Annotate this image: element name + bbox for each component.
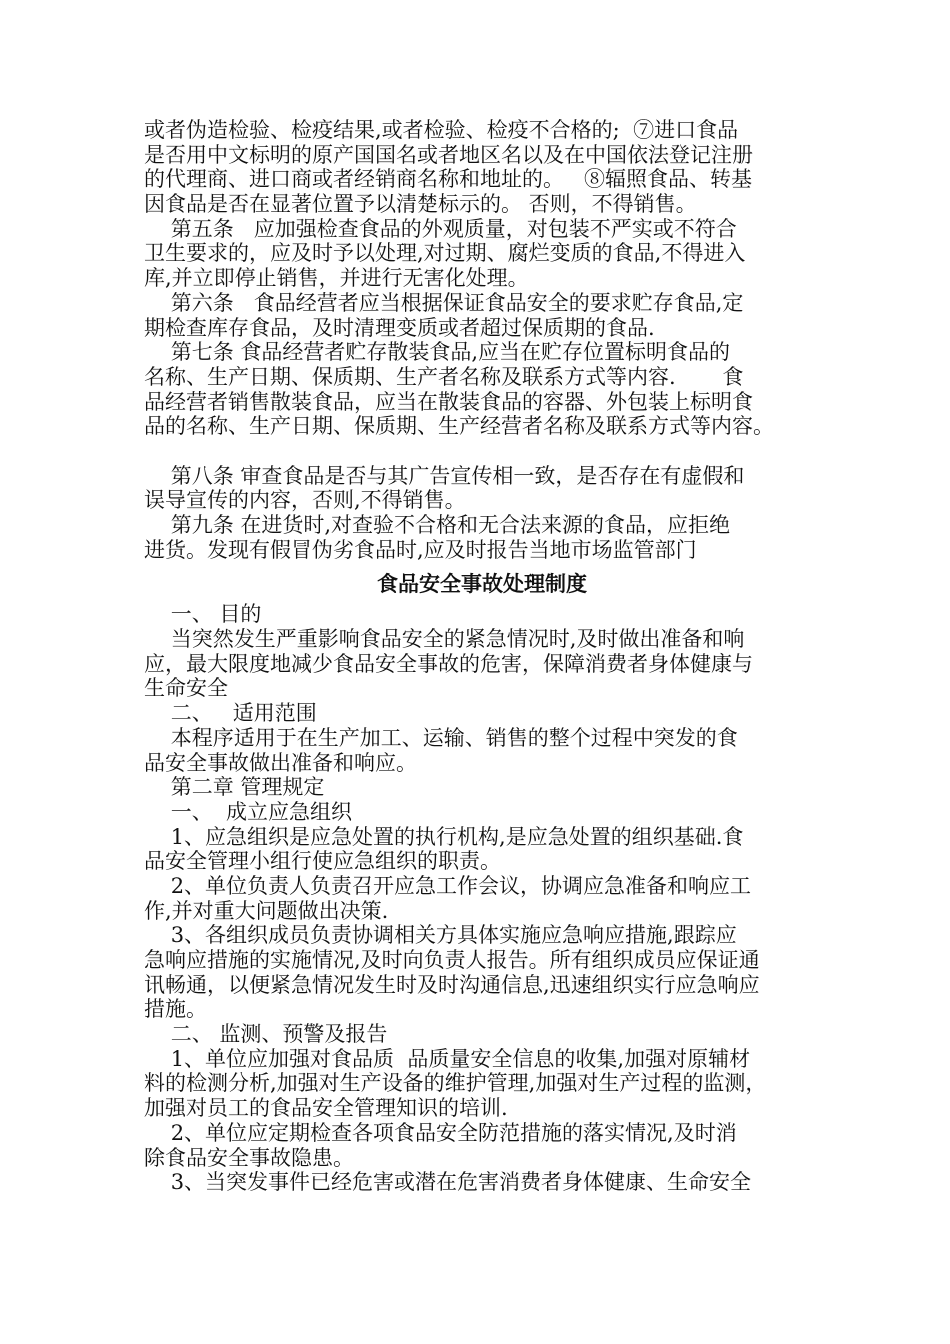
blank-line <box>144 439 820 464</box>
text-line: 卫生要求的，应及时予以处理,对过期、腐烂变质的食品,不得进入 <box>144 241 746 266</box>
text-line: 3、当突发事件已经危害或潜在危害消费者身体健康、生命安全 <box>144 1170 752 1195</box>
text-line: 第六条 食品经营者应当根据保证食品安全的要求贮存食品,定 <box>144 290 744 315</box>
text-line: 库,并立即停止销售，并进行无害化处理。 <box>144 266 529 291</box>
section-heading: 食品安全事故处理制度 <box>377 572 587 597</box>
text-line: 作,并对重大问题做出决策. <box>144 898 389 923</box>
text-line: 品安全管理小组行使应急组织的职责。 <box>144 849 501 874</box>
text-line: 误导宣传的内容，否则,不得销售。 <box>144 488 466 513</box>
text-line: 第八条 审查食品是否与其广告宣传相一致，是否存在有虚假和 <box>144 463 745 488</box>
text-line: 应，最大限度地减少食品安全事故的危害，保障消费者身体健康与 <box>144 651 753 676</box>
text-line: 1、单位应加强对食品质 品质量安全信息的收集,加强对原辅材 <box>144 1046 751 1071</box>
section-articles-part1 <box>144 118 820 439</box>
text-line: 第九条 在进货时,对查验不合格和无合法来源的食品，应拒绝 <box>144 513 731 537</box>
text-line: 二、 监测、预警及报告 <box>144 1022 388 1047</box>
text-line: 急响应措施的实施情况,及时向负责人报告。所有组织成员应保证通 <box>144 948 760 972</box>
text-line: 或者伪造检验、检疫结果,或者检验、检疫不合格的; ⑦进口食品 <box>144 118 739 142</box>
text-line: 2、单位应定期检查各项食品安全防范措施的落实情况,及时消 <box>144 1120 737 1145</box>
text-line: 第二章 管理规定 <box>144 775 325 800</box>
text-line: 2、单位负责人负责召开应急工作会议，协调应急准备和响应工 <box>144 873 752 898</box>
text-line: 一、 成立应急组织 <box>144 799 353 824</box>
text-line: 第五条 应加强检查食品的外观质量，对包装不严实或不符合 <box>144 216 737 241</box>
text-line: 品经营者销售散装食品，应当在散装食品的容器、外包装上标明食 <box>144 389 753 414</box>
section-accident-procedure <box>144 602 820 1195</box>
section-articles-part2 <box>144 464 820 563</box>
text-line: 生命安全 <box>144 676 228 701</box>
text-line: 一、 目的 <box>144 602 262 627</box>
text-line: 的代理商、进口商或者经销商名称和地址的。 ⑧辐照食品、转基 <box>144 167 753 192</box>
text-line: 名称、生产日期、保质期、生产者名称及联系方式等内容. 食 <box>144 364 744 389</box>
text-line: 加强对员工的食品安全管理知识的培训. <box>144 1096 508 1121</box>
text-line: 除食品安全事故隐患。 <box>144 1145 354 1170</box>
text-line: 二、 适用范围 <box>144 701 317 726</box>
text-line: 品的名称、生产日期、保质期、生产经营者名称及联系方式等内容。 <box>144 414 774 439</box>
text-line: 3、各组织成员负责协调相关方具体实施应急响应措施,跟踪应 <box>144 923 737 948</box>
text-line: 讯畅通，以便紧急情况发生时及时沟通信息,迅速组织实行应急响应 <box>144 972 760 997</box>
text-line: 1、应急组织是应急处置的执行机构,是应急处置的组织基础.食 <box>144 824 744 849</box>
text-line: 第七条 食品经营者贮存散装食品,应当在贮存位置标明食品的 <box>144 340 731 365</box>
text-line: 是否用中文标明的原产国国名或者地区名以及在中国依法登记注册 <box>144 142 753 167</box>
text-line: 进货。发现有假冒伪劣食品时,应及时报告当地市场监管部门 <box>144 537 697 562</box>
text-line: 因食品是否在显著位置予以清楚标示的。 否则，不得销售。 <box>144 192 697 217</box>
text-line: 料的检测分析,加强对生产设备的维护管理,加强对生产过程的监测， <box>144 1071 767 1096</box>
document-page <box>144 118 820 1195</box>
text-line: 期检查库存食品，及时清理变质或者超过保质期的食品. <box>144 315 655 340</box>
text-line: 措施。 <box>144 997 207 1022</box>
text-line: 品安全事故做出准备和响应。 <box>144 750 417 775</box>
text-line: 当突然发生严重影响食品安全的紧急情况时,及时做出准备和响 <box>144 627 745 652</box>
text-line: 本程序适用于在生产加工、运输、销售的整个过程中突发的食 <box>144 725 738 750</box>
